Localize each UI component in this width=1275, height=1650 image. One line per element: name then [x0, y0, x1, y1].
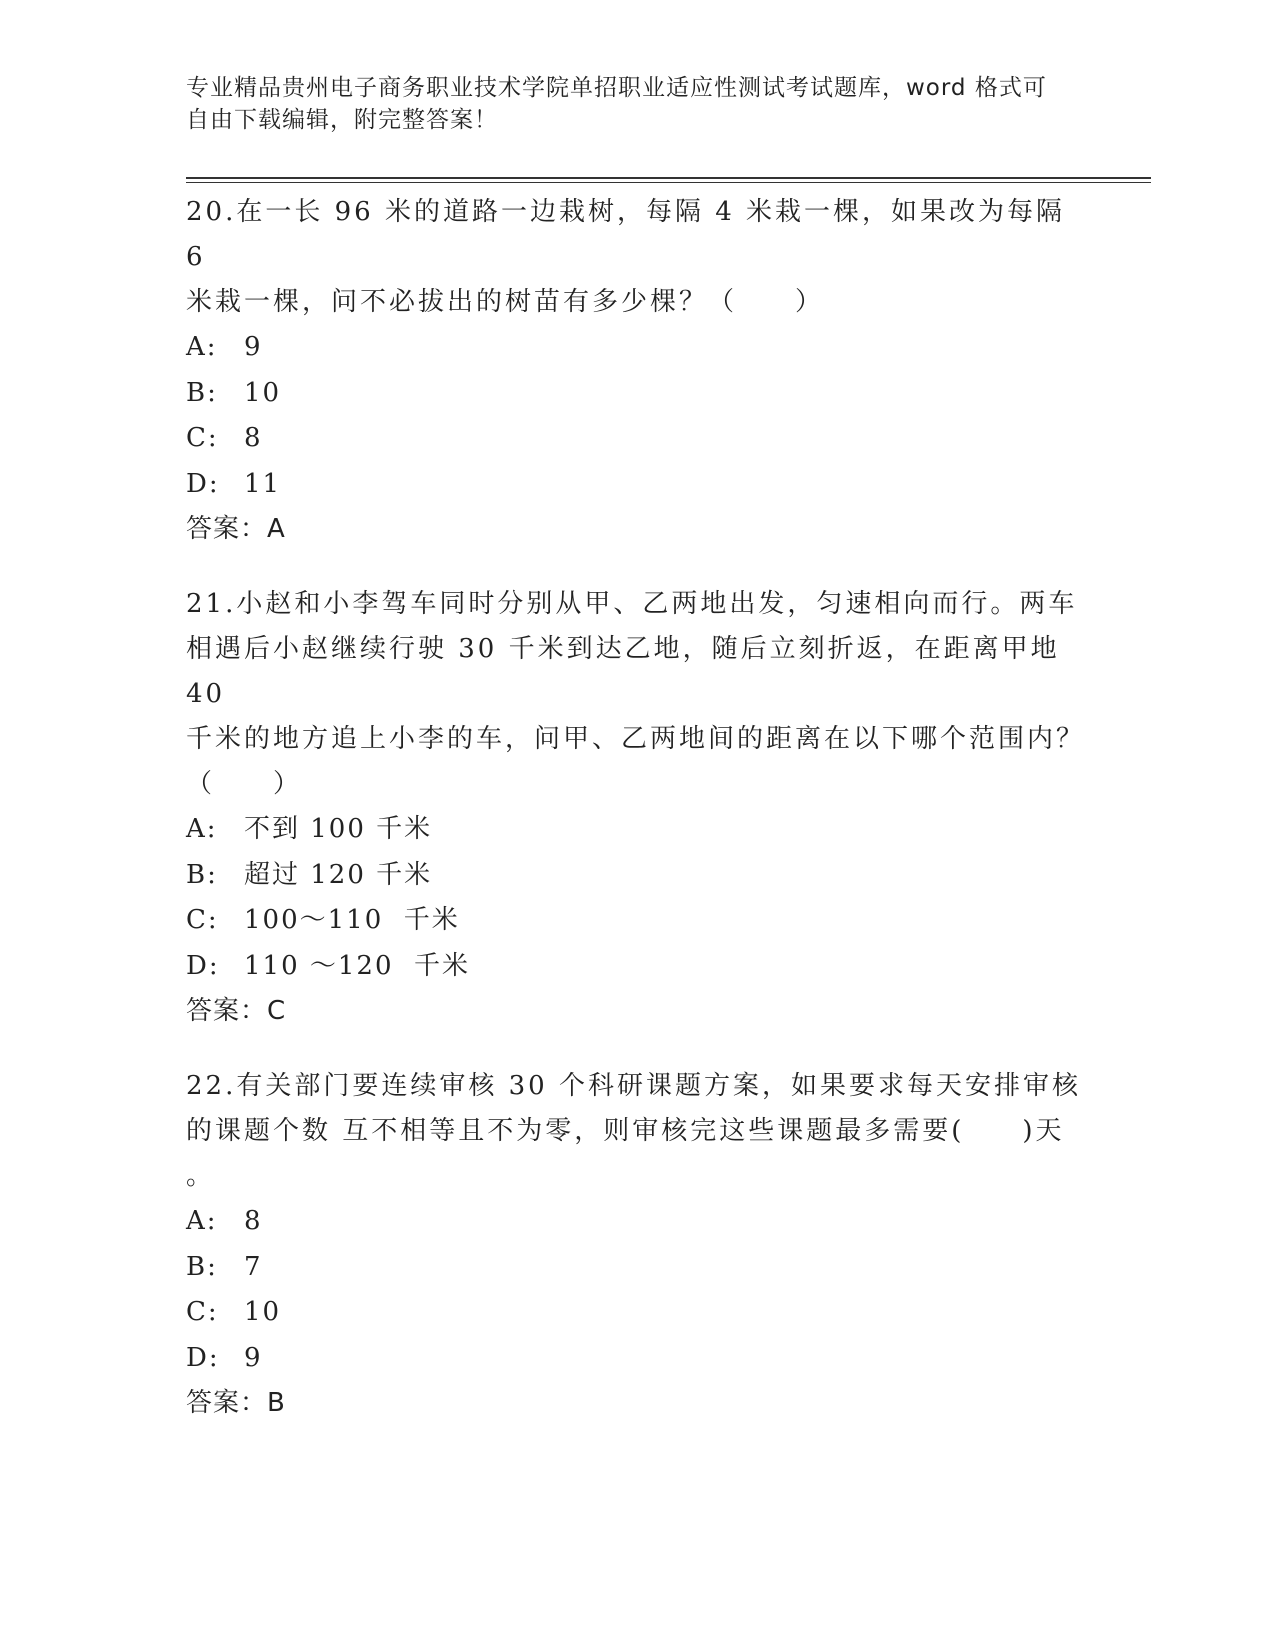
document-header — [186, 72, 1066, 136]
option-a — [186, 807, 1086, 853]
answer-label: 答案：C — [186, 996, 287, 1026]
option-letter: B: — [186, 377, 218, 408]
option-letter: A: — [186, 332, 218, 362]
question-stem: 21.小赵和小李驾车同时分别从甲、乙两地出发，匀速相向而行。两车 相遇后小赵继续行驶 30 千米到达乙地，随后立刻折返，在距离甲地 40 千米的地方追上小李的车，问甲、乙两地间的距离在以下哪个范围内？ （ ） — [186, 589, 1086, 799]
option-letter: C: — [186, 423, 219, 453]
option-text: 9 — [244, 332, 263, 362]
question-20 — [186, 190, 1086, 552]
header-divider-thin — [186, 182, 1151, 183]
option-text: 10 — [244, 1297, 282, 1327]
option-c — [186, 898, 1086, 944]
header-line-1: 专业精品贵州电子商务职业技术学院单招职业适应性测试考试题库，word 格式可 — [186, 75, 1047, 101]
option-d — [186, 462, 1086, 508]
option-letter: B: — [186, 859, 218, 890]
question-list — [186, 190, 1086, 1456]
answer-label: 答案：A — [186, 514, 286, 544]
option-letter: C: — [186, 1297, 219, 1327]
option-a — [186, 325, 1086, 371]
option-c — [186, 1290, 1086, 1336]
option-letter: D: — [186, 468, 220, 499]
question-21 — [186, 582, 1086, 1034]
option-d — [186, 1336, 1086, 1382]
header-divider-thick — [186, 177, 1151, 179]
option-letter: D: — [186, 1342, 220, 1373]
option-b — [186, 1245, 1086, 1291]
question-22 — [186, 1064, 1086, 1426]
option-text: 超过 120 千米 — [244, 859, 433, 890]
option-letter: B: — [186, 1251, 218, 1282]
option-text: 7 — [244, 1251, 263, 1282]
option-b — [186, 853, 1086, 899]
option-text: 110 ～120 千米 — [244, 950, 471, 981]
answer-label: 答案：B — [186, 1388, 286, 1418]
option-text: 不到 100 千米 — [244, 814, 433, 844]
option-text: 8 — [244, 1206, 263, 1236]
option-text: 9 — [244, 1342, 263, 1373]
question-stem: 22.有关部门要连续审核 30 个科研课题方案，如果要求每天安排审核 的课题个数 互不相等且不为零，则审核完这些课题最多需要( )天 。 — [186, 1071, 1081, 1191]
question-stem: 20.在一长 96 米的道路一边栽树，每隔 4 米栽一棵，如果改为每隔 6 米栽一棵，问不必拔出的树苗有多少棵？（ ） — [186, 197, 1066, 317]
option-a — [186, 1199, 1086, 1245]
option-c — [186, 416, 1086, 462]
header-line-2: 自由下载编辑，附完整答案！ — [186, 107, 498, 133]
option-letter: D: — [186, 950, 220, 981]
option-text: 8 — [244, 423, 263, 453]
option-b — [186, 371, 1086, 417]
option-letter: A: — [186, 814, 218, 844]
option-letter: A: — [186, 1206, 218, 1236]
option-d — [186, 944, 1086, 990]
option-letter: C: — [186, 905, 219, 935]
option-text: 10 — [244, 377, 282, 408]
option-text: 11 — [244, 468, 282, 499]
option-text: 100～110 千米 — [244, 905, 460, 935]
